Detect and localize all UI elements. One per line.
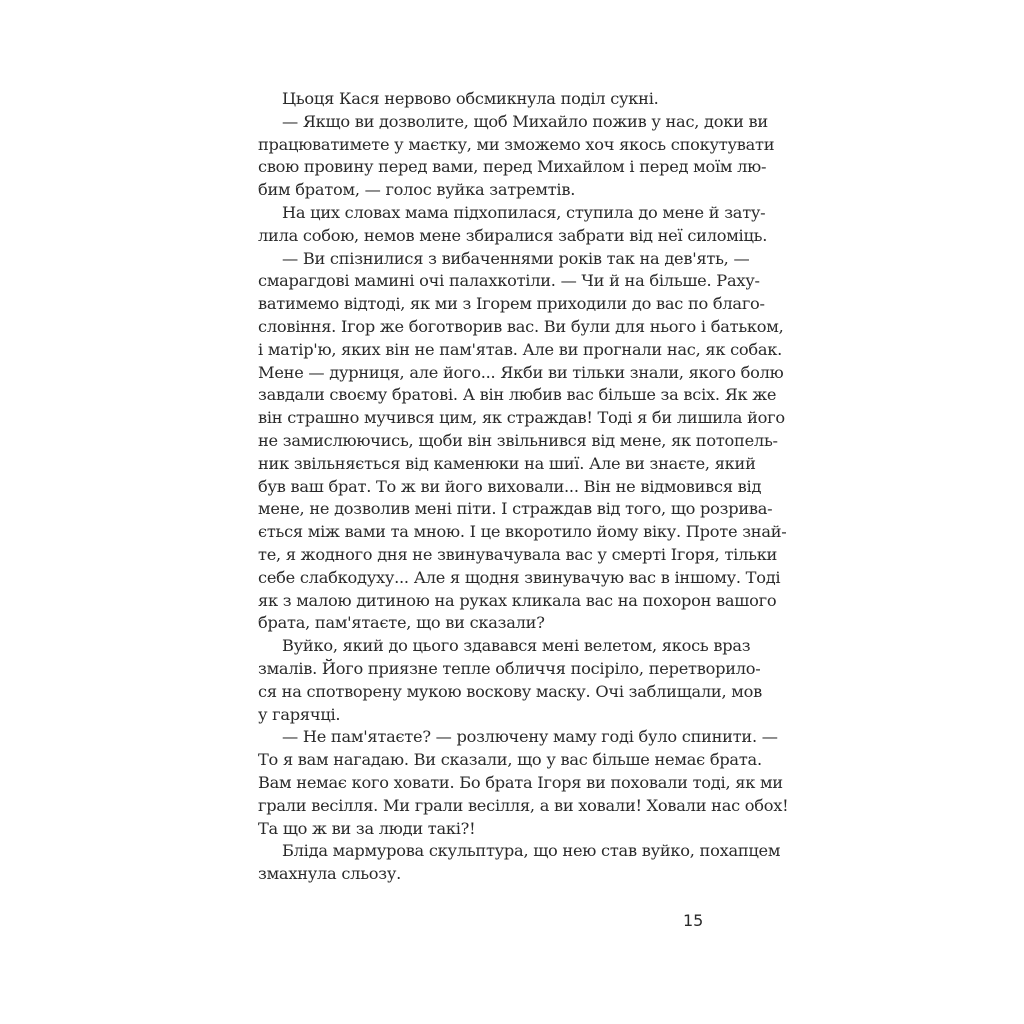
text-line: смарагдові мамині очі палахкотіли. — Чи й на більше. Раху- — [258, 271, 760, 291]
page-number: 15 — [683, 911, 704, 930]
text-line: Та що ж ви за люди такі?! — [258, 818, 476, 838]
text-line: працюватимете у маєтку, ми зможемо хоч якось спокутувати — [258, 134, 775, 154]
text-line: ник звільняється від каменюки на шиї. Але ви знаєте, який — [258, 453, 756, 473]
text-line: мене, не дозволив мені піти. І страждав від того, що розрива- — [258, 499, 773, 519]
text-line: змахнула сльозу. — [258, 864, 401, 884]
text-line: як з малою дитиною на руках кликала вас на похорон вашого — [258, 590, 777, 610]
text-line: ватимемо відтоді, як ми з Ігорем приходили до вас по благо- — [258, 294, 765, 314]
text-line: То я вам нагадаю. Ви сказали, що у вас більше немає брата. — [258, 750, 762, 770]
text-line: словіння. Ігор же боготворив вас. Ви були для нього і батьком, — [258, 316, 784, 336]
text-line: Цьоця Кася нервово обсмикнула поділ сукні. — [282, 89, 659, 108]
text-line: Бліда мармурова скульптура, що нею став вуйко, похапцем — [282, 841, 781, 861]
text-line: — Ви спізнилися з вибаченнями років так на дев'ять, — — [282, 248, 750, 268]
text-line: у гарячці. — [258, 704, 341, 724]
text-line: На цих словах мама підхопилася, ступила до мене й зату- — [282, 202, 766, 222]
text-line: завдали своєму братові. А він любив вас більше за всіх. Як же — [258, 385, 777, 405]
text-line: не замислюючись, щоби він звільнився від мене, як потопель- — [258, 430, 778, 450]
text-line: і матір'ю, яких він не пам'ятав. Але ви прогнали нас, як собак. — [258, 339, 783, 359]
text-line: ється між вами та мною. І це вкоротило йому віку. Проте знай- — [258, 522, 787, 542]
text-line: грали весілля. Ми грали весілля, а ви ховали! Ховали нас обох! — [258, 795, 789, 815]
text-line: Вуйко, який до цього здавався мені велетом, якось враз — [282, 636, 751, 656]
text-line: бим братом, — голос вуйка затремтів. — [258, 180, 576, 200]
text-line: лила собою, немов мене збиралися забрати від неї силоміць. — [258, 225, 768, 245]
text-line: — Якщо ви дозволите, щоб Михайло пожив у нас, доки ви — [282, 111, 768, 131]
text-line: Мене — дурниця, але його... Якби ви тільки знали, якого болю — [258, 362, 784, 382]
text-line: змалів. Його приязне тепле обличчя посіріло, перетворило- — [258, 658, 761, 678]
text-line: те, я жодного дня не звинувачувала вас у смерті Ігоря, тільки — [258, 544, 778, 564]
text-line: себе слабкодуху... Але я щодня звинувачую вас в іншому. Тоді — [258, 567, 781, 587]
text-line: брата, пам'ятаєте, що ви сказали? — [258, 613, 545, 633]
body-text — [258, 88, 789, 886]
text-line: Вам немає кого ховати. Бо брата Ігоря ви поховали тоді, як ми — [258, 772, 783, 792]
text-line: він страшно мучився цим, як страждав! Тоді я би лишила його — [258, 408, 785, 428]
text-line: був ваш брат. То ж ви його виховали... Він не відмовився від — [258, 476, 762, 496]
text-line: свою провину перед вами, перед Михайлом і перед моїм лю- — [258, 157, 767, 177]
text-line: — Не пам'ятаєте? — розлючену маму годі було спинити. — — [282, 727, 778, 747]
text-line: ся на спотворену мукою воскову маску. Очі заблищали, мов — [258, 681, 762, 701]
